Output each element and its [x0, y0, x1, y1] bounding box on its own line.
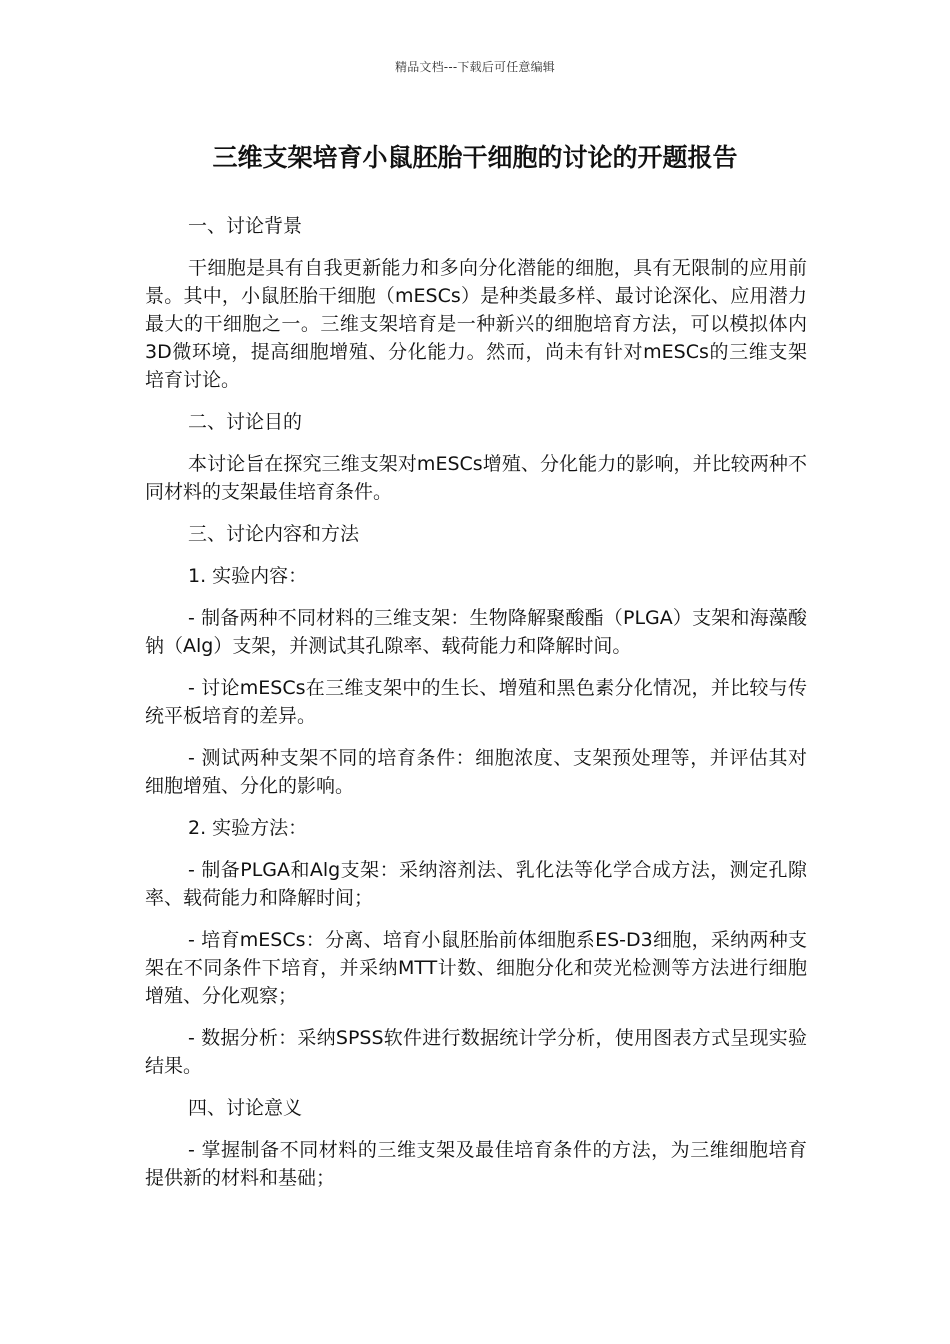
list-item-method-2: - 培育mESCs：分离、培育小鼠胚胎前体细胞系ES-D3细胞，采纳两种支架在不同条件下培育，并采纳MTT计数、细胞分化和荧光检测等方法进行细胞增殖、分化观察；	[145, 929, 807, 1007]
document-title: 三维支架培育小鼠胚胎干细胞的讨论的开题报告	[212, 143, 738, 172]
section-heading-background: 一、讨论背景	[188, 215, 303, 237]
header-note: 精品文档---下载后可任意编辑	[395, 60, 555, 74]
list-item-method-3: - 数据分析：采纳SPSS软件进行数据统计学分析，使用图表方式呈现实验结果。	[145, 1027, 807, 1077]
list-item-content-3: - 测试两种支架不同的培育条件：细胞浓度、支架预处理等，并评估其对细胞增殖、分化的影响。	[145, 747, 807, 797]
list-item-content-1: - 制备两种不同材料的三维支架：生物降解聚酸酯（PLGA）支架和海藻酸钠（Alg）支架，并测试其孔隙率、载荷能力和降解时间。	[145, 607, 807, 657]
section-heading-significance: 四、讨论意义	[188, 1097, 303, 1119]
list-item-significance-1: - 掌握制备不同材料的三维支架及最佳培育条件的方法，为三维细胞培育提供新的材料和基础；	[145, 1139, 807, 1189]
document-body	[145, 212, 807, 1206]
paragraph-purpose: 本讨论旨在探究三维支架对mESCs增殖、分化能力的影响，并比较两种不同材料的支架最佳培育条件。	[145, 453, 807, 503]
section-heading-purpose: 二、讨论目的	[188, 411, 303, 433]
list-item-method-1: - 制备PLGA和Alg支架：采纳溶剂法、乳化法等化学合成方法，测定孔隙率、载荷能力和降解时间；	[145, 859, 807, 909]
list-item-content-2: - 讨论mESCs在三维支架中的生长、增殖和黑色素分化情况，并比较与传统平板培育的差异。	[145, 677, 807, 727]
subheading-experiment-content: 1. 实验内容：	[188, 565, 308, 587]
section-heading-content-method: 三、讨论内容和方法	[188, 523, 360, 545]
paragraph-background: 干细胞是具有自我更新能力和多向分化潜能的细胞，具有无限制的应用前景。其中，小鼠胚胎干细胞（mESCs）是种类最多样、最讨论深化、应用潜力最大的干细胞之一。三维支架培育是一种新兴的细胞培育方法，可以模拟体内3D微环境，提高细胞增殖、分化能力。然而，尚未有针对mESCs的三维支架培育讨论。	[145, 257, 807, 391]
subheading-experiment-method: 2. 实验方法：	[188, 817, 308, 839]
